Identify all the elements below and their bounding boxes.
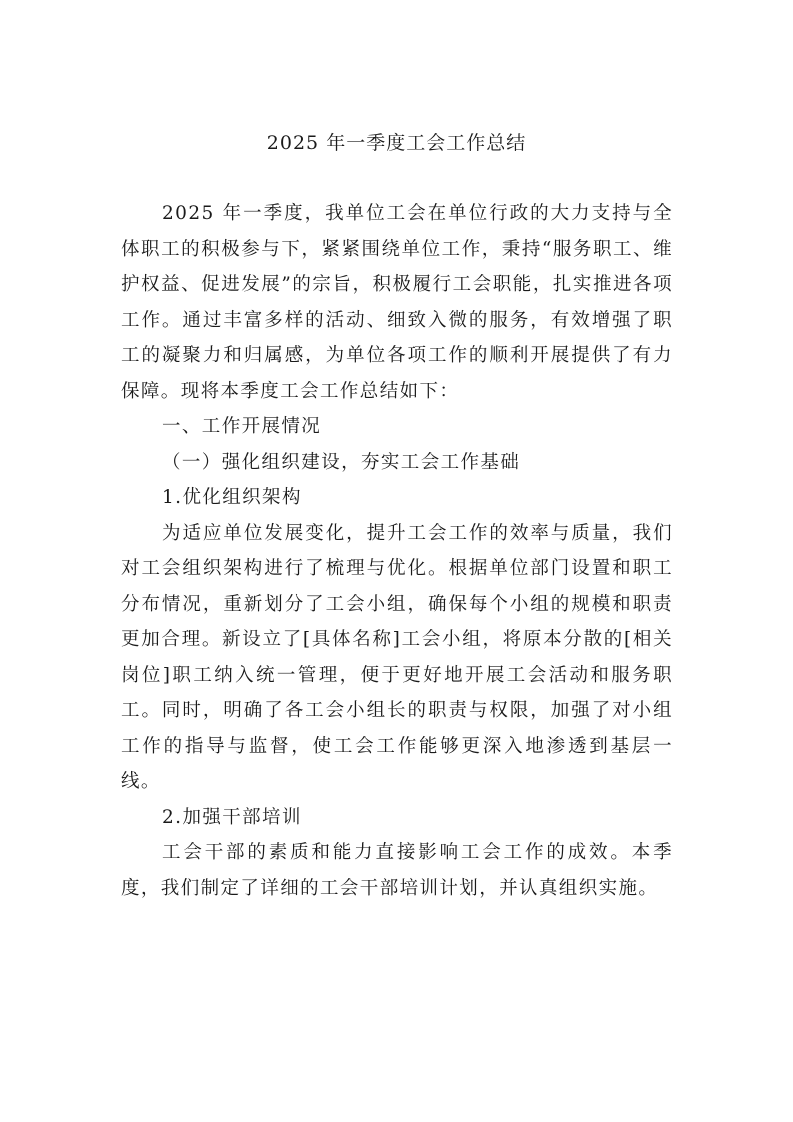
- intro-paragraph: 2025 年一季度，我单位工会在单位行政的大力支持与全体职工的积极参与下，紧紧围绕单位工作，秉持“服务职工、维护权益、促进发展”的宗旨，积极履行工会职能，扎实推进各项工作。通过丰富多样的活动、细致入微的服务，有效增强了职工的凝聚力和归属感，为单位各项工作的顺利开展提供了有力保障。现将本季度工会工作总结如下：: [121, 203, 673, 402]
- item-heading: 2.加强干部培训: [162, 806, 302, 828]
- subsection-heading: （一）强化组织建设，夯实工会工作基础: [162, 451, 521, 473]
- item-paragraph: 为适应单位发展变化，提升工会工作的效率与质量，我们对工会组织架构进行了梳理与优化。根据单位部门设置和职工分布情况，重新划分了工会小组，确保每个小组的规模和职责更加合理。新设立了[具体名称]工会小组，将原本分散的[相关岗位]职工纳入统一管理，便于更好地开展工会活动和服务职工。同时，明确了各工会小组长的职责与权限，加强了对小组工作的指导与监督，使工会工作能够更深入地渗透到基层一线。: [121, 522, 673, 792]
- item-paragraph: 工会干部的素质和能力直接影响工会工作的成效。本季度，我们制定了详细的工会干部培训计划，并认真组织实施。: [121, 842, 673, 899]
- item-heading: 1.优化组织架构: [162, 487, 302, 508]
- section-heading: 一、工作开展情况: [162, 416, 322, 437]
- document-title: 2025 年一季度工会工作总结: [266, 132, 527, 154]
- document-body: [121, 196, 673, 906]
